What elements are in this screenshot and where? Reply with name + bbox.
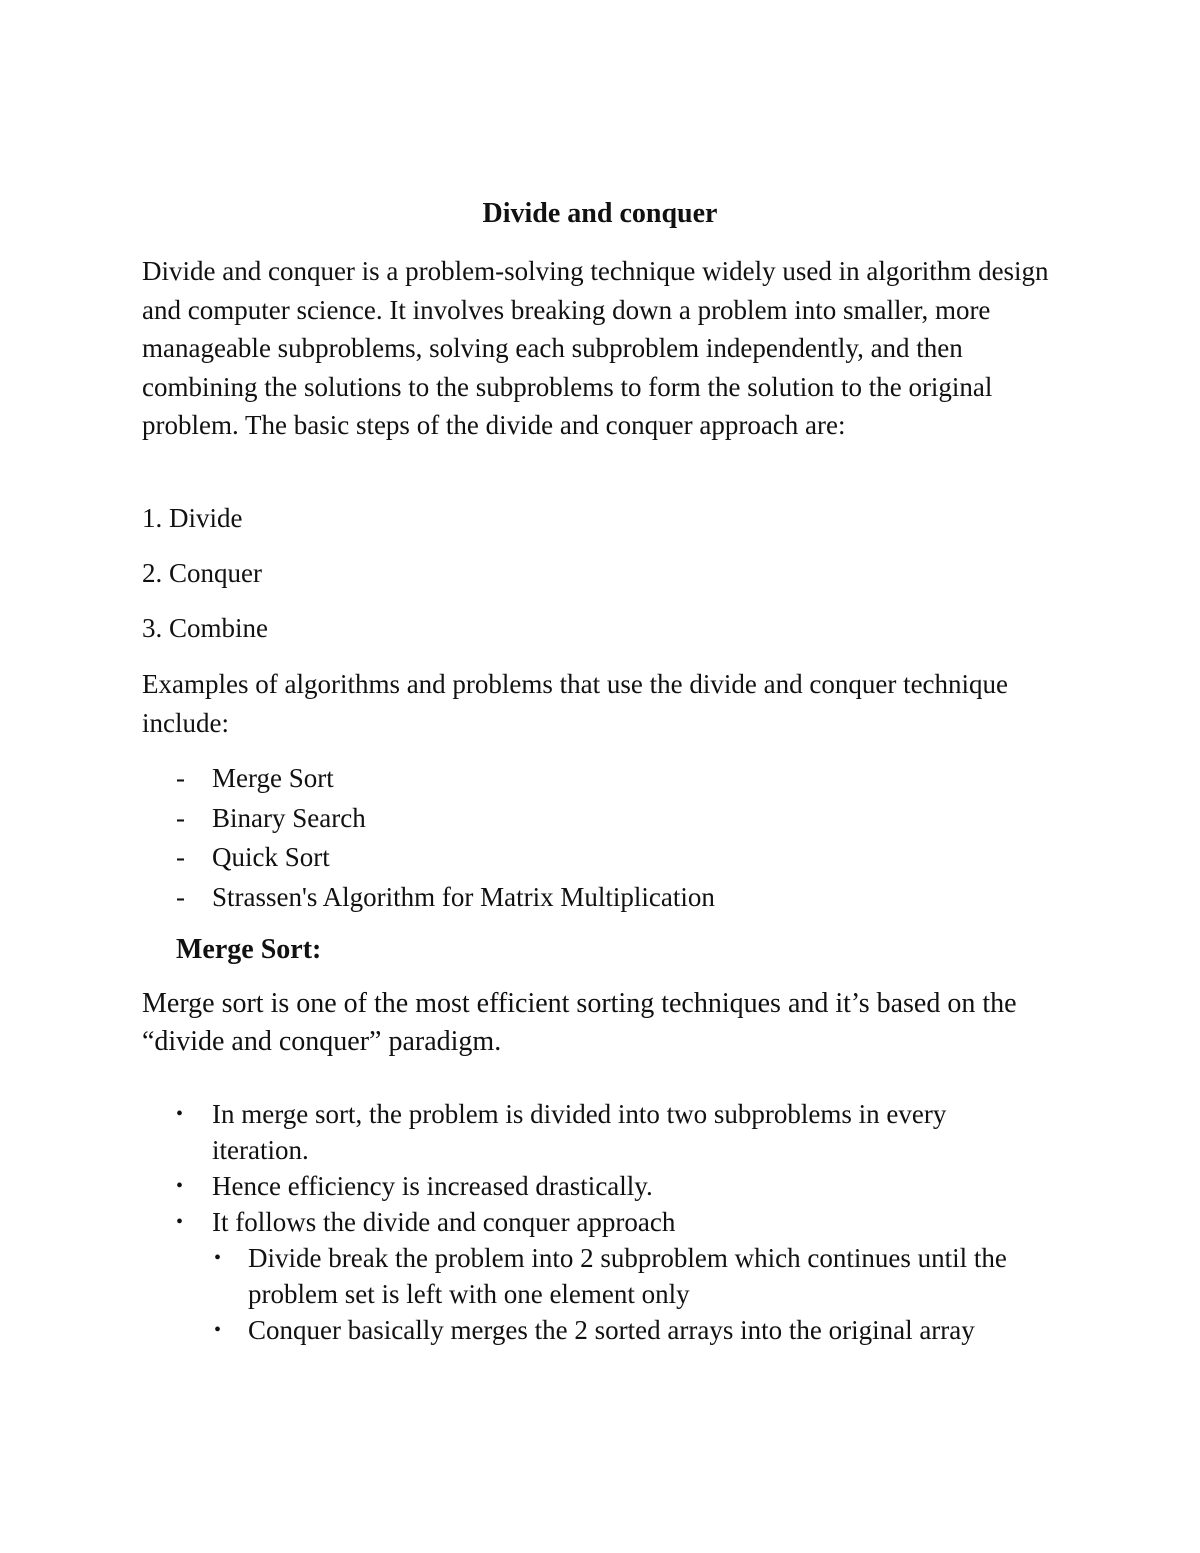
example-merge-sort: Merge Sort (212, 763, 334, 793)
document-title: Divide and conquer (482, 198, 718, 229)
bullet-marker: • (176, 1175, 184, 1197)
intro-paragraph: Divide and conquer is a problem-solving technique widely used in algorithm design and computer science. It involves breaking down a problem into smaller, more manageable subproblems, solving each subproblem independently, and then combining the solutions to the subproblems to form the solution to the original problem. The basic steps of the divide and conquer approach are: (142, 256, 1049, 440)
list-item (142, 1204, 1042, 1348)
list-item (142, 1096, 1042, 1168)
example-binary-search: Binary Search (212, 802, 366, 833)
list-item (142, 838, 715, 878)
bullet-text: In merge sort, the problem is divided into two subproblems in every iteration. (212, 1099, 947, 1165)
bullet-marker: • (176, 1103, 184, 1125)
bullet-text: It follows the divide and conquer approach (212, 1207, 676, 1237)
step-conquer: 2. Conquer (142, 558, 262, 588)
sub-bullet-divide: Divide break the problem into 2 subproblem which continues until the problem set is left with one element only (248, 1243, 1007, 1309)
sub-bullet-conquer: Conquer basically merges the 2 sorted arrays into the original array (248, 1315, 975, 1345)
example-strassen: Strassen's Algorithm for Matrix Multiplication (212, 881, 715, 912)
merge-sort-intro: Merge sort is one of the most efficient sorting techniques and it’s based on the “divide and conquer” paradigm. (142, 988, 1017, 1057)
examples-intro: Examples of algorithms and problems that use the divide and conquer technique include: (142, 669, 1009, 738)
dash-marker: - (176, 881, 185, 912)
examples-list (142, 759, 715, 917)
bullet-marker: • (176, 1211, 184, 1233)
list-item (212, 1240, 1042, 1312)
list-item (142, 1168, 1042, 1204)
dash-marker: - (176, 763, 185, 793)
bullet-marker: • (214, 1319, 222, 1341)
dash-marker: - (176, 802, 185, 833)
example-quick-sort: Quick Sort (212, 842, 330, 872)
step-combine: 3. Combine (142, 613, 268, 643)
step-divide: 1. Divide (142, 503, 243, 533)
dash-marker: - (176, 842, 185, 872)
merge-sort-heading: Merge Sort: (176, 934, 322, 965)
bullet-text: Hence efficiency is increased drastically. (212, 1171, 653, 1201)
list-item (142, 878, 715, 918)
bullet-marker: • (214, 1247, 222, 1269)
sub-bullet-list (212, 1240, 1042, 1348)
list-item (212, 1312, 1042, 1348)
merge-sort-bullets (142, 1096, 1042, 1348)
list-item (142, 799, 715, 839)
list-item (142, 759, 715, 799)
